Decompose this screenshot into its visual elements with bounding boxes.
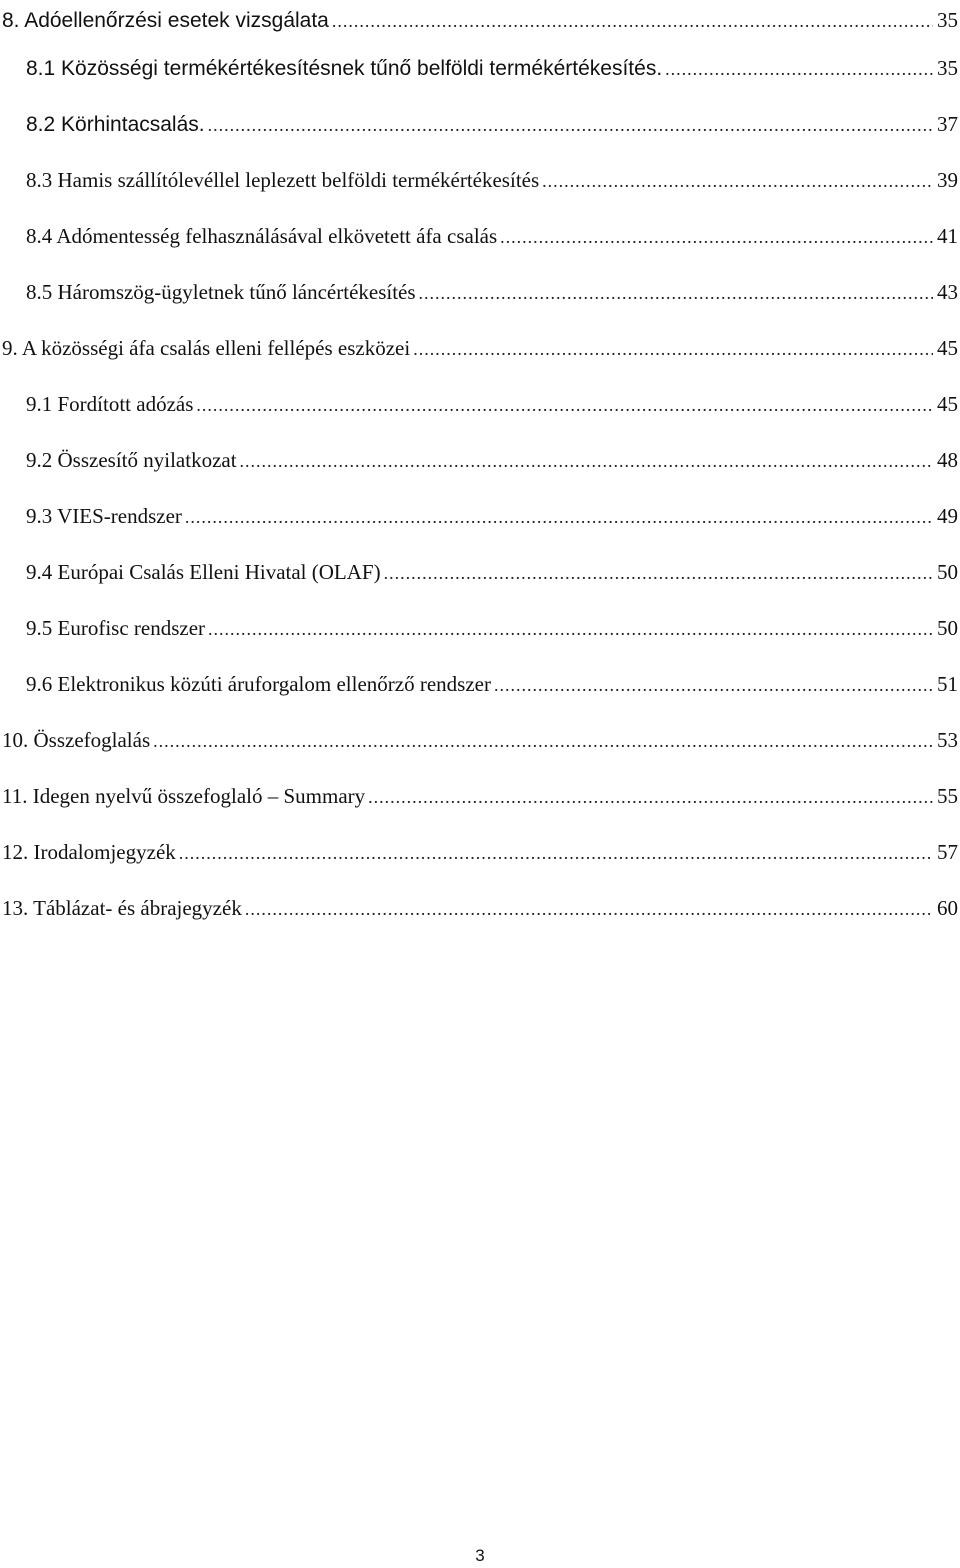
- toc-entry[interactable]: [26, 664, 958, 704]
- toc-entry-title: 8.3 Hamis szállítólevéllel leplezett belföldi termékértékesítés: [26, 168, 540, 192]
- toc-leader-dots: [665, 49, 933, 89]
- toc-entry-page: 60: [937, 896, 958, 920]
- toc-entry-page: 50: [937, 616, 958, 640]
- toc-entry[interactable]: [26, 272, 958, 312]
- toc-entry[interactable]: [2, 0, 958, 40]
- toc-entry[interactable]: [26, 48, 958, 88]
- toc-entry-title: 13. Táblázat- és ábrajegyzék: [2, 896, 242, 920]
- toc-entry[interactable]: [2, 832, 958, 872]
- toc-entry-page: 53: [937, 728, 958, 752]
- toc-entry[interactable]: [26, 552, 958, 592]
- toc-entry-title: 9.1 Fordított adózás: [26, 392, 194, 416]
- toc-entry[interactable]: [26, 496, 958, 536]
- toc-entry-page: 55: [937, 784, 958, 808]
- toc-leader-dots: [240, 441, 933, 481]
- toc-leader-dots: [332, 1, 933, 41]
- toc-entry-page: 35: [937, 8, 958, 32]
- toc-entry-title: 10. Összefoglalás: [2, 728, 151, 752]
- toc-leader-dots: [196, 385, 933, 425]
- toc-entry-title: 9. A közösségi áfa csalás elleni fellépés eszközei: [2, 336, 411, 360]
- toc-entry[interactable]: [26, 104, 958, 144]
- toc-entry[interactable]: [26, 384, 958, 424]
- toc-leader-dots: [185, 497, 933, 537]
- toc-leader-dots: [419, 273, 933, 313]
- toc-entry-page: 45: [937, 392, 958, 416]
- toc-entry-page: 57: [937, 840, 958, 864]
- toc-entry-page: 45: [937, 336, 958, 360]
- toc-entry[interactable]: [26, 216, 958, 256]
- toc-leader-dots: [494, 665, 933, 705]
- toc-entry-title: 11. Idegen nyelvű összefoglaló – Summary: [2, 784, 366, 808]
- toc-entry-page: 50: [937, 560, 958, 584]
- toc-leader-dots: [500, 217, 933, 257]
- toc-entry-title: 8.5 Háromszög-ügyletnek tűnő láncértékesítés: [26, 280, 416, 304]
- toc-entry[interactable]: [2, 720, 958, 760]
- toc-entry-page: 41: [937, 224, 958, 248]
- toc-entry-page: 43: [937, 280, 958, 304]
- toc-leader-dots: [179, 833, 933, 873]
- toc-leader-dots: [245, 889, 933, 929]
- toc-entry-page: 35: [937, 56, 958, 80]
- toc-entry[interactable]: [2, 888, 958, 928]
- toc-entry-page: 39: [937, 168, 958, 192]
- toc-entry[interactable]: [26, 160, 958, 200]
- toc-entry[interactable]: [2, 776, 958, 816]
- toc-entry[interactable]: [26, 608, 958, 648]
- page-number: 3: [475, 1546, 485, 1565]
- toc-entry-page: 51: [937, 672, 958, 696]
- toc-entry-title: 8.2 Körhintacsalás.: [26, 113, 205, 136]
- toc-entry-page: 48: [937, 448, 958, 472]
- toc-leader-dots: [384, 553, 933, 593]
- toc-leader-dots: [208, 609, 933, 649]
- toc-leader-dots: [542, 161, 933, 201]
- toc-entry-title: 8. Adóellenőrzési esetek vizsgálata: [2, 9, 329, 32]
- toc-entry-title: 9.4 Európai Csalás Elleni Hivatal (OLAF): [26, 560, 381, 584]
- toc-entry-title: 9.5 Eurofisc rendszer: [26, 616, 206, 640]
- toc-leader-dots: [208, 105, 933, 145]
- toc-entry-title: 9.3 VIES-rendszer: [26, 504, 182, 528]
- toc-entry-title: 9.6 Elektronikus közúti áruforgalom ellenőrző rendszer: [26, 672, 491, 696]
- toc-leader-dots: [413, 329, 933, 369]
- toc-entry-title: 12. Irodalomjegyzék: [2, 840, 176, 864]
- toc-entry-title: 8.4 Adómentesség felhasználásával elkövetett áfa csalás: [26, 224, 498, 248]
- toc-entry-page: 37: [937, 112, 958, 136]
- toc-entry-title: 9.2 Összesítő nyilatkozat: [26, 448, 237, 472]
- toc-leader-dots: [368, 777, 933, 817]
- toc-leader-dots: [153, 721, 933, 761]
- toc-entry-page: 49: [937, 504, 958, 528]
- toc-entry-title: 8.1 Közösségi termékértékesítésnek tűnő belföldi termékértékesítés.: [26, 57, 663, 80]
- toc-entry[interactable]: [26, 440, 958, 480]
- toc-entry[interactable]: [2, 328, 958, 368]
